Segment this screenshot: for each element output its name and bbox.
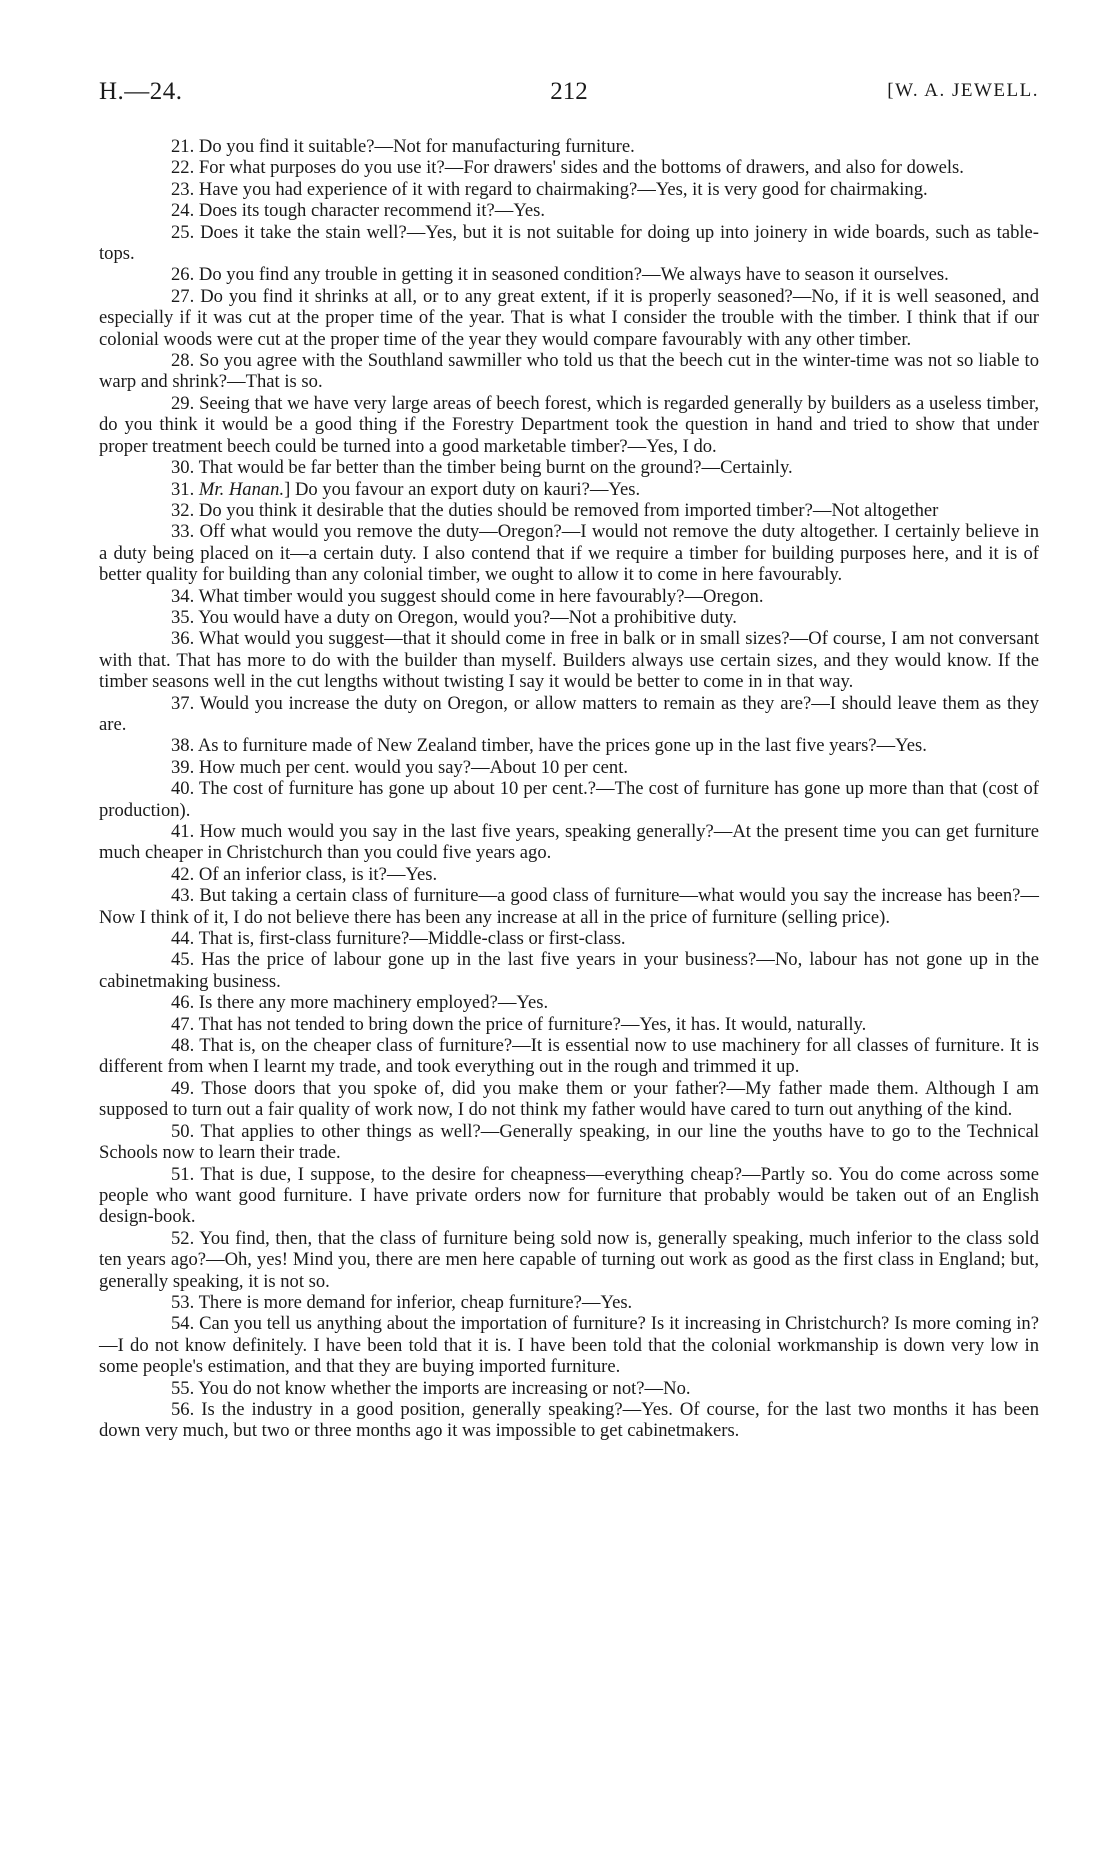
question-answer-text: Have you had experience of it with regard to chairmaking?—Yes, it is very good for chairmaking. — [198, 178, 928, 200]
question-answer-paragraph — [99, 157, 1039, 178]
question-answer-text: That would be far better than the timber being burnt on the ground?—Certainly. — [198, 457, 793, 479]
question-number: 36. — [171, 628, 195, 650]
question-answer-paragraph — [99, 1228, 1039, 1292]
question-answer-paragraph — [99, 286, 1039, 350]
question-number: 51. — [171, 1163, 195, 1185]
question-number: 41. — [171, 821, 195, 842]
question-number: 54. — [171, 1313, 195, 1335]
question-number: 34. — [171, 585, 195, 607]
question-number: 38. — [171, 735, 195, 757]
question-answer-paragraph — [99, 1378, 1039, 1399]
question-answer-text: You would have a duty on Oregon, would you?—Not a prohibitive duty. — [198, 606, 737, 628]
question-number: 43. — [171, 885, 195, 907]
question-answer-text: What timber would you suggest should come in here favourably?—Oregon. — [198, 585, 764, 607]
question-answer-text: Those doors that you spoke of, did you make them or your father?—My father made them. Although I am supposed to turn out a fair quality of work now, I do not think my father would have cared to turn out anything of the kind. — [99, 1077, 1040, 1121]
question-answer-paragraph — [99, 350, 1039, 393]
question-answer-paragraph — [99, 586, 1039, 607]
question-answer-text: You find, then, that the class of furniture being sold now is, generally speaking, much inferior to the class sold ten years ago?—Oh, yes! Mind you, there are men here capable of turning out work as good as the first class in England; but, generally speaking, it is not so. — [99, 1227, 1039, 1292]
question-answer-paragraph — [99, 393, 1039, 457]
question-answer-paragraph — [99, 179, 1039, 200]
question-number: 31. — [171, 478, 195, 500]
question-number: 40. — [171, 778, 195, 800]
question-number: 49. — [171, 1077, 195, 1099]
question-number: 39. — [171, 756, 195, 778]
question-number: 45. — [171, 949, 195, 971]
question-number: 30. — [171, 457, 195, 479]
page-header — [99, 78, 1039, 114]
question-answer-text: Do you think it desirable that the duties should be removed from imported timber?—Not altogether — [198, 499, 939, 521]
question-answer-paragraph — [99, 1121, 1039, 1164]
question-number: 56. — [171, 1398, 195, 1420]
question-answer-text: Has the price of labour gone up in the last five years in your business?—No, labour has not gone up in the cabinetmaking business. — [99, 949, 1039, 992]
question-answer-text: Is the industry in a good position, generally speaking?—Yes. Of course, for the last two months it has been down very much, but two or three months ago it was impossible to get cabinetmakers. — [99, 1398, 1039, 1442]
question-answer-text: Does it take the stain well?—Yes, but it is not suitable for doing up into joinery in wide boards, such as table-tops. — [99, 221, 1039, 265]
question-answer-paragraph — [99, 500, 1039, 521]
question-answer-paragraph — [99, 200, 1039, 221]
question-number: 26. — [171, 264, 195, 286]
question-answer-text: How much would you say in the last five years, speaking generally?—At the present time you can get furniture much cheaper in Christchurch than you could five years ago. — [99, 821, 1039, 864]
question-answer-paragraph — [99, 992, 1039, 1013]
question-number: 24. — [171, 200, 195, 222]
question-answer-paragraph — [99, 479, 1039, 500]
question-answer-paragraph — [99, 521, 1039, 585]
question-answer-paragraph — [99, 735, 1039, 756]
question-number: 37. — [171, 692, 195, 714]
question-number: 52. — [171, 1227, 195, 1249]
question-answer-text: Do you find it suitable?—Not for manufacturing furniture. — [198, 136, 635, 157]
question-answer-paragraph — [99, 1313, 1039, 1377]
question-number: 29. — [171, 392, 195, 414]
question-answer-text: Do you find it shrinks at all, or to any great extent, if it is properly seasoned?—No, if it is well seasoned, and especially if it was cut at the proper time of the year. That is what I consider the trouble with the timber. I think that if our colonial woods were cut at the proper time of the year they would compare favourably with any other timber. — [99, 285, 1040, 350]
question-answer-text: That applies to other things as well?—Generally speaking, in our line the youths have to go to the Technical Schools now to learn their trade. — [99, 1120, 1039, 1164]
document-reference: H.—24. — [99, 78, 183, 105]
question-answer-text: ] Do you favour an export duty on kauri?—Yes. — [284, 478, 641, 500]
question-answer-text: That is, on the cheaper class of furniture?—It is essential now to use machinery for all classes of furniture. It is different from when I learnt my trade, and took everything out in the rough and trimmed it up. — [99, 1035, 1039, 1078]
question-number: 25. — [171, 221, 195, 243]
question-number: 27. — [171, 285, 195, 307]
question-answer-text: You do not know whether the imports are increasing or not?—No. — [198, 1377, 691, 1399]
page-number: 212 — [550, 78, 588, 105]
question-answer-text: The cost of furniture has gone up about 10 per cent.?—The cost of furniture has gone up more than that (cost of production). — [99, 778, 1039, 821]
question-answer-text: Does its tough character recommend it?—Yes. — [198, 200, 546, 222]
question-number: 33. — [171, 521, 195, 543]
question-number: 32. — [171, 499, 195, 521]
question-answer-paragraph — [99, 757, 1039, 778]
question-answer-paragraph — [99, 928, 1039, 949]
question-number: 46. — [171, 992, 195, 1014]
question-answer-paragraph — [99, 885, 1039, 928]
question-answer-text: That is due, I suppose, to the desire for cheapness—everything cheap?—Partly so. You do come across some people who want good furniture. I have private orders now for furniture that probably would be taken out of an English design-book. — [99, 1163, 1040, 1228]
question-answer-text: So you agree with the Southland sawmiller who told us that the beech cut in the winter-time was not so liable to warp and shrink?—That is so. — [99, 350, 1039, 393]
question-number: 22. — [171, 157, 195, 179]
question-answer-text: Off what would you remove the duty—Oregon?—I would not remove the duty altogether. I certainly believe in a duty being placed on it—a certain duty. I also contend that if we require a timber for building purposes here, and it is of better quality for building than any colonial timber, we ought to allow it to come in here favourably. — [99, 521, 1039, 586]
question-answer-paragraph — [99, 1399, 1039, 1442]
question-number: 21. — [171, 136, 195, 157]
question-answer-text: There is more demand for inferior, cheap furniture?—Yes. — [198, 1291, 633, 1313]
question-number: 55. — [171, 1377, 195, 1399]
question-number: 28. — [171, 350, 195, 372]
question-answer-paragraph — [99, 1014, 1039, 1035]
question-answer-text: As to furniture made of New Zealand timber, have the prices gone up in the last five years?—Yes. — [197, 735, 927, 757]
question-number: 44. — [171, 928, 195, 950]
question-number: 50. — [171, 1120, 195, 1142]
question-answer-text: What would you suggest—that it should come in free in balk or in small sizes?—Of course, I am not conversant with that. That has more to do with the builder than myself. Builders always use certain sizes, and they would know. If the timber seasons well in the cut lengths without twisting I say it would be better to come in in that way. — [99, 628, 1040, 693]
evidence-body — [99, 136, 1039, 1442]
question-answer-paragraph — [99, 821, 1039, 864]
question-answer-text: Is there any more machinery employed?—Yes. — [198, 992, 549, 1014]
question-answer-paragraph — [99, 222, 1039, 265]
question-answer-text: That has not tended to bring down the price of furniture?—Yes, it has. It would, naturally. — [198, 1013, 867, 1035]
question-answer-text: Seeing that we have very large areas of beech forest, which is regarded generally by builders as a useless timber, do you think it would be a good thing if the Forestry Department took the question in hand and tried to show that under proper treatment beech could be turned into a good marketable timber?—Yes, I do. — [99, 392, 1039, 457]
question-answer-text: Can you tell us anything about the importation of furniture? Is it increasing in Christchurch? Is more coming in?—I do not know definitely. I have been told that it is. I have been told that the colonial workmanship is down very low in some people's estimation, and that they are buying imported furniture. — [99, 1313, 1039, 1378]
question-answer-text: How much per cent. would you say?—About 10 per cent. — [198, 756, 629, 778]
question-answer-paragraph — [99, 607, 1039, 628]
witness-name: [W. A. JEWELL. — [887, 80, 1039, 101]
question-answer-text: For what purposes do you use it?—For drawers' sides and the bottoms of drawers, and also for dowels. — [198, 157, 964, 179]
question-answer-paragraph — [99, 457, 1039, 478]
question-answer-text: Do you find any trouble in getting it in seasoned condition?—We always have to season it ourselves. — [198, 264, 949, 286]
question-answer-paragraph — [99, 864, 1039, 885]
question-answer-text: Of an inferior class, is it?—Yes. — [198, 863, 438, 885]
question-number: 23. — [171, 178, 195, 200]
question-number: 35. — [171, 606, 195, 628]
question-answer-text: That is, first-class furniture?—Middle-class or first-class. — [198, 928, 626, 950]
question-answer-paragraph — [99, 1078, 1039, 1121]
question-answer-paragraph — [99, 628, 1039, 692]
question-answer-paragraph — [99, 1035, 1039, 1078]
question-number: 48. — [171, 1035, 195, 1057]
question-answer-paragraph — [99, 1292, 1039, 1313]
question-answer-text: Would you increase the duty on Oregon, or allow matters to remain as they are?—I should leave them as they are. — [99, 692, 1039, 735]
speaker-name: Mr. Hanan. — [198, 478, 285, 500]
question-answer-paragraph — [99, 1164, 1039, 1228]
question-answer-paragraph — [99, 693, 1039, 736]
question-answer-paragraph — [99, 949, 1039, 992]
question-number: 42. — [171, 863, 195, 885]
question-answer-text: But taking a certain class of furniture—a good class of furniture—what would you say the increase has been?—Now I think of it, I do not believe there has been any increase at all in the price of furniture (selling price). — [99, 885, 1040, 928]
question-answer-paragraph — [99, 778, 1039, 821]
question-answer-paragraph — [99, 136, 1039, 157]
question-answer-paragraph — [99, 264, 1039, 285]
question-number: 53. — [171, 1291, 195, 1313]
question-number: 47. — [171, 1013, 195, 1035]
